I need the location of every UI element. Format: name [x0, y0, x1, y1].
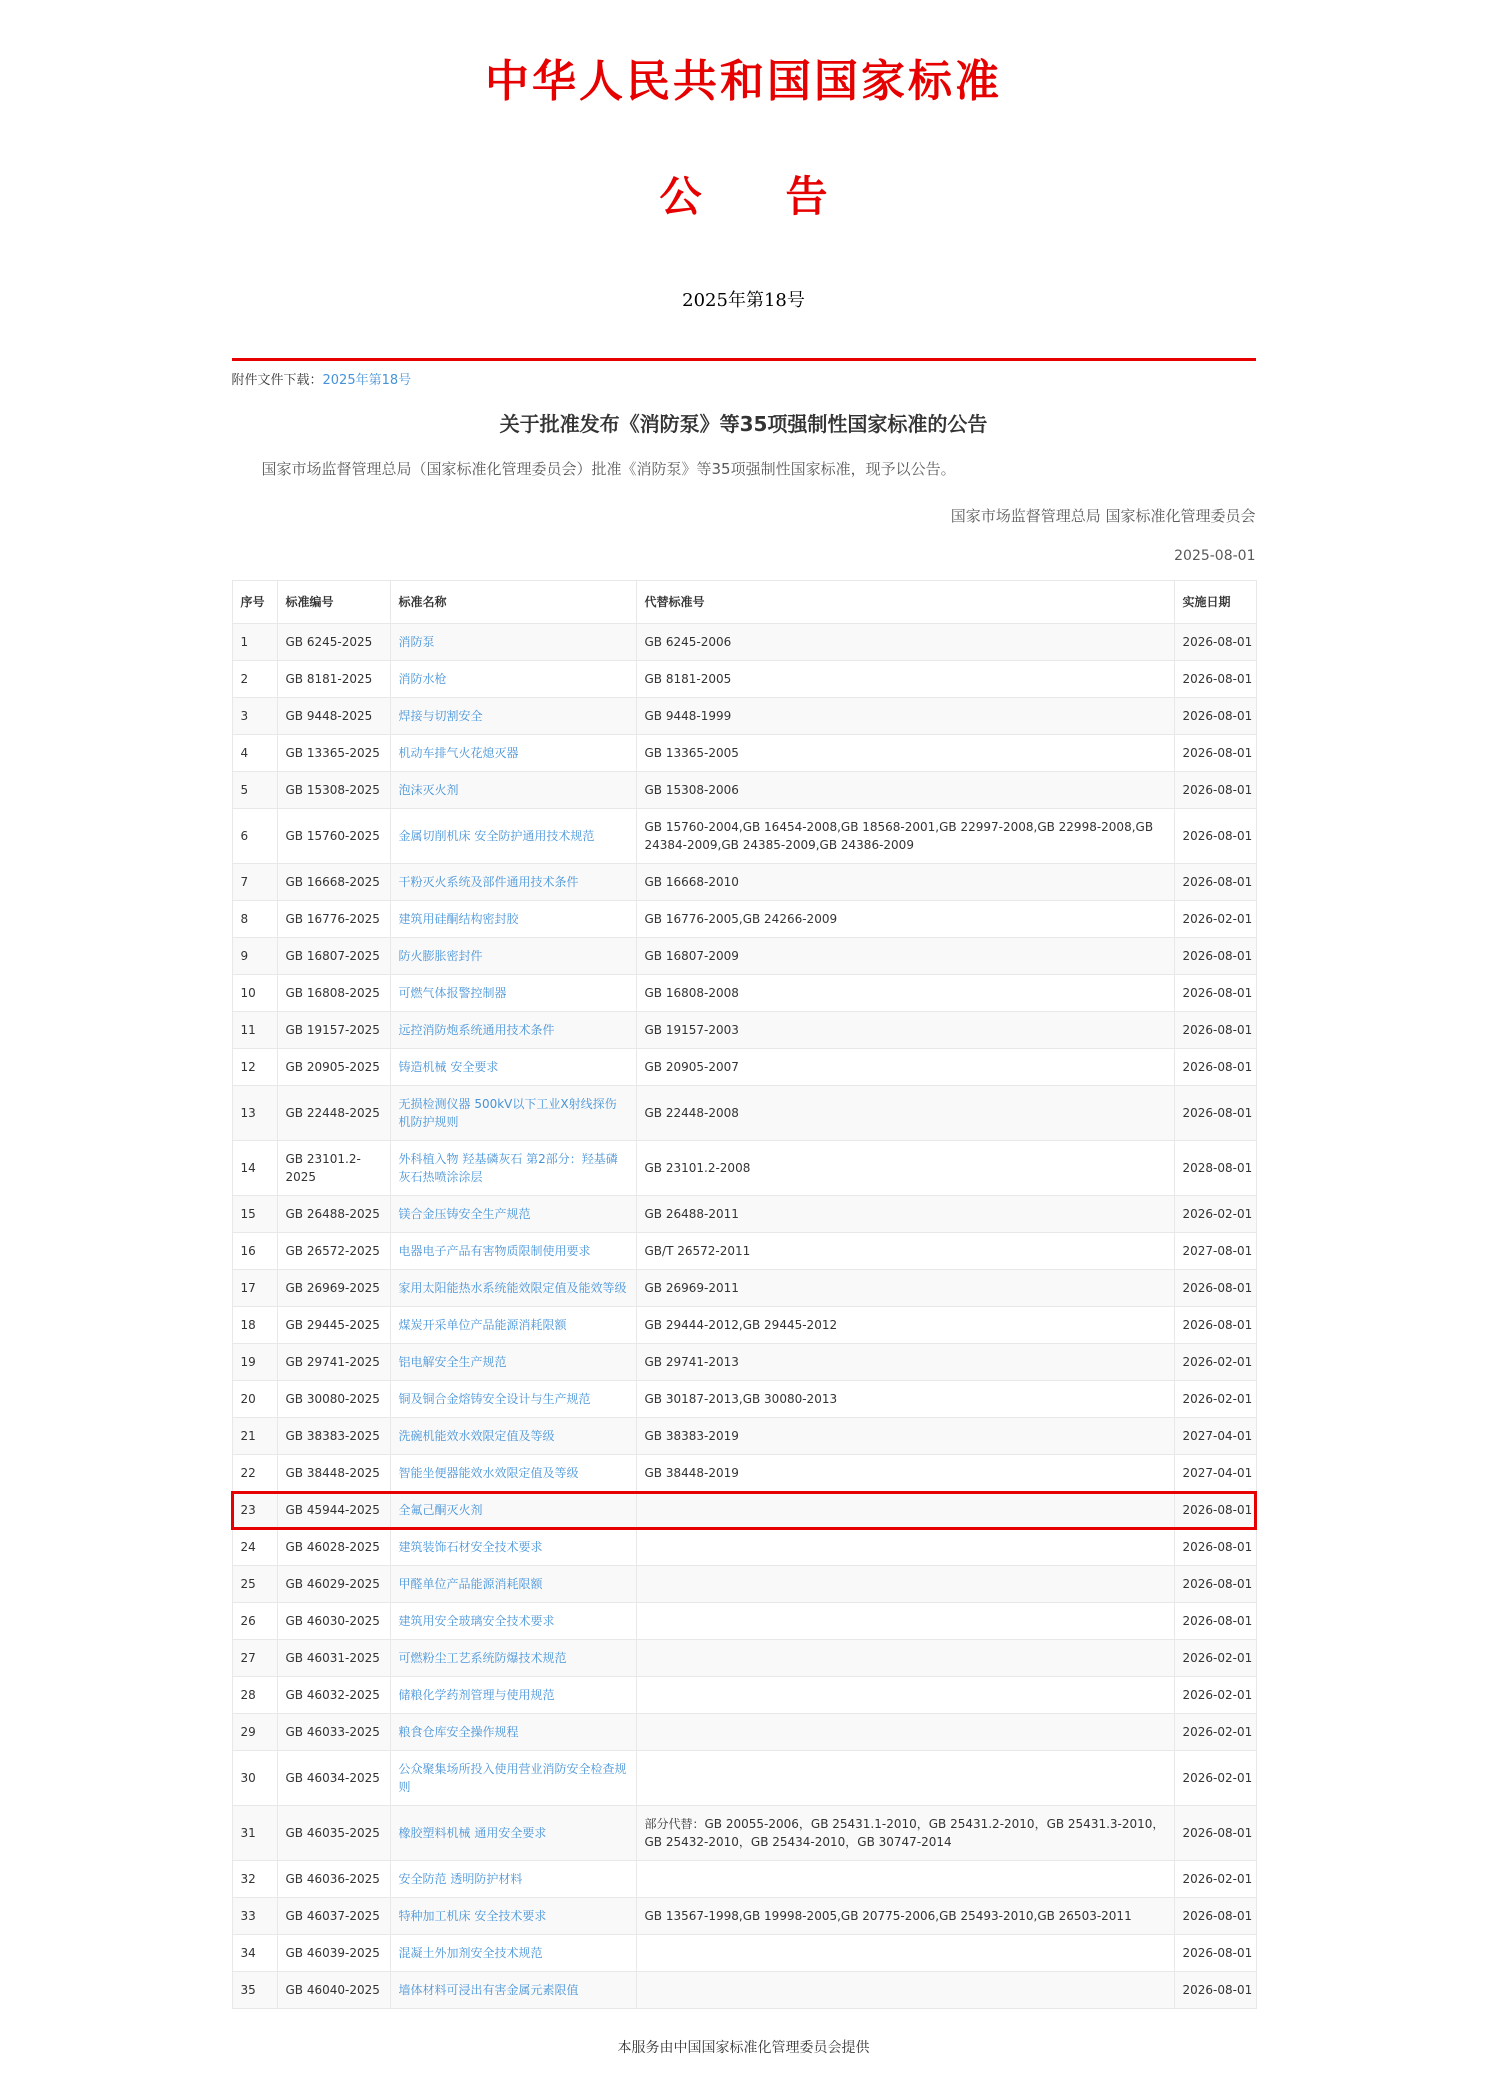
- cell-date: 2026-08-01: [1174, 938, 1256, 975]
- signoff-agencies: 国家市场监督管理总局 国家标准化管理委员会: [950, 507, 1256, 525]
- cell-name: [390, 1418, 636, 1455]
- cell-code: GB 46036-2025: [277, 1861, 390, 1898]
- cell-date: 2026-02-01: [1174, 1677, 1256, 1714]
- standard-name-link[interactable]: 泡沫灭火剂: [398, 783, 459, 797]
- cell-code: GB 38448-2025: [277, 1455, 390, 1492]
- cell-name: [390, 1344, 636, 1381]
- table-row: [232, 1640, 1256, 1677]
- cell-date: 2026-02-01: [1174, 901, 1256, 938]
- cell-name: [390, 1972, 636, 2009]
- cell-date: 2026-02-01: [1174, 1381, 1256, 1418]
- cell-name: [390, 735, 636, 772]
- cell-replaced: [636, 1677, 1174, 1714]
- cell-seq: 31: [232, 1806, 277, 1861]
- cell-date: 2026-08-01: [1174, 1086, 1256, 1141]
- cell-code: GB 46033-2025: [277, 1714, 390, 1751]
- standard-name-link[interactable]: 储粮化学药剂管理与使用规范: [398, 1688, 555, 1702]
- cell-replaced: [636, 1529, 1174, 1566]
- cell-seq: 23: [232, 1492, 277, 1529]
- cell-code: GB 15308-2025: [277, 772, 390, 809]
- cell-seq: 25: [232, 1566, 277, 1603]
- standard-name-link[interactable]: 可燃粉尘工艺系统防爆技术规范: [398, 1651, 567, 1665]
- table-row: [232, 1012, 1256, 1049]
- cell-code: GB 16776-2025: [277, 901, 390, 938]
- standard-name-link[interactable]: 洗碗机能效水效限定值及等级: [398, 1429, 555, 1443]
- standard-name-link[interactable]: 可燃气体报警控制器: [398, 986, 507, 1000]
- standard-name-link[interactable]: 建筑用硅酮结构密封胶: [398, 912, 519, 926]
- cell-code: GB 30080-2025: [277, 1381, 390, 1418]
- header-replaced: 代替标准号: [636, 581, 1174, 624]
- table-row: [232, 1049, 1256, 1086]
- cell-seq: 21: [232, 1418, 277, 1455]
- cell-seq: 4: [232, 735, 277, 772]
- cell-seq: 1: [232, 624, 277, 661]
- cell-seq: 17: [232, 1270, 277, 1307]
- cell-code: GB 13365-2025: [277, 735, 390, 772]
- cell-date: 2026-02-01: [1174, 1344, 1256, 1381]
- cell-date: 2028-08-01: [1174, 1141, 1256, 1196]
- table-row: [232, 1455, 1256, 1492]
- cell-seq: 30: [232, 1751, 277, 1806]
- cell-name: [390, 975, 636, 1012]
- cell-replaced: GB 26969-2011: [636, 1270, 1174, 1307]
- cell-seq: 5: [232, 772, 277, 809]
- header-name: 标准名称: [390, 581, 636, 624]
- cell-replaced: GB 38448-2019: [636, 1455, 1174, 1492]
- cell-replaced: GB 16776-2005,GB 24266-2009: [636, 901, 1174, 938]
- table-row: [232, 864, 1256, 901]
- cell-date: 2026-08-01: [1174, 624, 1256, 661]
- cell-name: [390, 1529, 636, 1566]
- cell-code: GB 15760-2025: [277, 809, 390, 864]
- cell-name: [390, 809, 636, 864]
- header-code: 标准编号: [277, 581, 390, 624]
- cell-code: GB 29741-2025: [277, 1344, 390, 1381]
- cell-date: 2026-08-01: [1174, 1307, 1256, 1344]
- cell-date: 2026-08-01: [1174, 735, 1256, 772]
- table-row: [232, 1714, 1256, 1751]
- standard-name-link[interactable]: 金属切削机床 安全防护通用技术规范: [398, 829, 595, 843]
- footer-note: 本服务由中国国家标准化管理委员会提供: [617, 2040, 870, 2056]
- table-row: [232, 1233, 1256, 1270]
- cell-name: [390, 938, 636, 975]
- cell-name: [390, 1677, 636, 1714]
- cell-replaced: GB 16807-2009: [636, 938, 1174, 975]
- standard-name-link[interactable]: 干粉灭火系统及部件通用技术条件: [398, 875, 579, 889]
- cell-code: GB 9448-2025: [277, 698, 390, 735]
- cell-seq: 12: [232, 1049, 277, 1086]
- cell-seq: 29: [232, 1714, 277, 1751]
- table-row: [232, 624, 1256, 661]
- cell-date: 2026-02-01: [1174, 1751, 1256, 1806]
- cell-code: GB 46034-2025: [277, 1751, 390, 1806]
- cell-name: [390, 1455, 636, 1492]
- standard-name-link[interactable]: 消防泵: [398, 635, 435, 649]
- cell-date: 2026-02-01: [1174, 1640, 1256, 1677]
- cell-code: GB 26969-2025: [277, 1270, 390, 1307]
- cell-name: [390, 698, 636, 735]
- standard-name-link[interactable]: 建筑用安全玻璃安全技术要求: [398, 1614, 555, 1628]
- cell-replaced: GB 16808-2008: [636, 975, 1174, 1012]
- announcement-page: [232, 0, 1256, 2087]
- cell-replaced: GB/T 26572-2011: [636, 1233, 1174, 1270]
- cell-seq: 11: [232, 1012, 277, 1049]
- cell-code: GB 46030-2025: [277, 1603, 390, 1640]
- cell-code: GB 6245-2025: [277, 624, 390, 661]
- standard-name-link[interactable]: 镁合金压铸安全生产规范: [398, 1207, 531, 1221]
- cell-name: [390, 1049, 636, 1086]
- cell-date: 2026-08-01: [1174, 975, 1256, 1012]
- cell-date: 2026-08-01: [1174, 809, 1256, 864]
- cell-code: GB 26488-2025: [277, 1196, 390, 1233]
- cell-replaced: 部分代替：GB 20055-2006，GB 25431.1-2010，GB 25431.2-2010，GB 25431.3-2010，GB 25432-2010，GB 25434-2010，GB 30747-2014: [636, 1806, 1174, 1861]
- cell-date: 2027-04-01: [1174, 1418, 1256, 1455]
- table-row: [232, 901, 1256, 938]
- cell-name: [390, 1012, 636, 1049]
- cell-date: 2027-04-01: [1174, 1455, 1256, 1492]
- cell-replaced: GB 6245-2006: [636, 624, 1174, 661]
- signoff-date: 2025-08-01: [1174, 548, 1256, 564]
- table-row: [232, 1529, 1256, 1566]
- cell-date: 2026-08-01: [1174, 1012, 1256, 1049]
- standard-name-link[interactable]: 铜及铜合金熔铸安全设计与生产规范: [398, 1392, 591, 1406]
- cell-name: [390, 1270, 636, 1307]
- standard-name-link[interactable]: 粮食仓库安全操作规程: [398, 1725, 519, 1739]
- cell-code: GB 16668-2025: [277, 864, 390, 901]
- cell-date: 2026-08-01: [1174, 1566, 1256, 1603]
- issue-number: 2025年第18号: [682, 290, 805, 311]
- cell-name: [390, 1233, 636, 1270]
- cell-replaced: [636, 1714, 1174, 1751]
- cell-name: [390, 1714, 636, 1751]
- table-row: [232, 1381, 1256, 1418]
- cell-replaced: [636, 1751, 1174, 1806]
- cell-seq: 22: [232, 1455, 277, 1492]
- cell-name: [390, 1307, 636, 1344]
- cell-name: [390, 1806, 636, 1861]
- cell-code: GB 16808-2025: [277, 975, 390, 1012]
- standard-name-link[interactable]: 电器电子产品有害物质限制使用要求: [398, 1244, 591, 1258]
- cell-date: 2026-02-01: [1174, 1714, 1256, 1751]
- cell-replaced: GB 9448-1999: [636, 698, 1174, 735]
- standard-name-link[interactable]: 橡胶塑料机械 通用安全要求: [398, 1826, 547, 1840]
- cell-date: 2026-02-01: [1174, 1196, 1256, 1233]
- standard-name-link[interactable]: 机动车排气火花熄灭器: [398, 746, 519, 760]
- cell-name: [390, 1492, 636, 1529]
- table-row: [232, 661, 1256, 698]
- cell-code: GB 19157-2025: [277, 1012, 390, 1049]
- cell-seq: 19: [232, 1344, 277, 1381]
- cell-name: [390, 661, 636, 698]
- cell-replaced: [636, 1935, 1174, 1972]
- cell-seq: 32: [232, 1861, 277, 1898]
- standards-table: [232, 580, 1257, 2009]
- table-row: [232, 1141, 1256, 1196]
- cell-replaced: [636, 1603, 1174, 1640]
- table-row: [232, 938, 1256, 975]
- cell-seq: 18: [232, 1307, 277, 1344]
- cell-code: GB 46039-2025: [277, 1935, 390, 1972]
- cell-date: 2026-08-01: [1174, 1972, 1256, 2009]
- table-row: [232, 1196, 1256, 1233]
- cell-replaced: [636, 1640, 1174, 1677]
- table-row: [232, 1751, 1256, 1806]
- standard-name-link[interactable]: 焊接与切割安全: [398, 709, 483, 723]
- cell-seq: 35: [232, 1972, 277, 2009]
- cell-replaced: GB 16668-2010: [636, 864, 1174, 901]
- cell-code: GB 46035-2025: [277, 1806, 390, 1861]
- header-seq: 序号: [232, 581, 277, 624]
- cell-code: GB 46031-2025: [277, 1640, 390, 1677]
- cell-name: [390, 1898, 636, 1935]
- cell-date: 2026-08-01: [1174, 1935, 1256, 1972]
- standard-name-link[interactable]: 家用太阳能热水系统能效限定值及能效等级: [398, 1281, 627, 1295]
- cell-replaced: GB 13365-2005: [636, 735, 1174, 772]
- cell-name: [390, 901, 636, 938]
- standard-name-link[interactable]: 建筑装饰石材安全技术要求: [398, 1540, 543, 1554]
- body-paragraph: 国家市场监督管理总局（国家标准化管理委员会）批准《消防泵》等35项强制性国家标准，现予以公告。: [261, 460, 956, 478]
- cell-replaced: GB 20905-2007: [636, 1049, 1174, 1086]
- table-row: [232, 975, 1256, 1012]
- standard-name-link[interactable]: 远控消防炮系统通用技术条件: [398, 1023, 555, 1037]
- cell-code: GB 38383-2025: [277, 1418, 390, 1455]
- cell-date: 2026-08-01: [1174, 864, 1256, 901]
- cell-seq: 15: [232, 1196, 277, 1233]
- cell-date: 2026-08-01: [1174, 1529, 1256, 1566]
- cell-seq: 6: [232, 809, 277, 864]
- cell-seq: 20: [232, 1381, 277, 1418]
- cell-replaced: GB 29444-2012,GB 29445-2012: [636, 1307, 1174, 1344]
- table-row: [232, 1418, 1256, 1455]
- standard-name-link[interactable]: 铸造机械 安全要求: [398, 1060, 499, 1074]
- table-row: [232, 1344, 1256, 1381]
- standard-name-link[interactable]: 公众聚集场所投入使用营业消防安全检查规则: [398, 1762, 627, 1794]
- standard-name-link[interactable]: 消防水枪: [398, 672, 447, 686]
- cell-replaced: GB 26488-2011: [636, 1196, 1174, 1233]
- standard-name-link[interactable]: 甲醛单位产品能源消耗限额: [398, 1577, 543, 1591]
- cell-code: GB 46029-2025: [277, 1566, 390, 1603]
- cell-replaced: GB 19157-2003: [636, 1012, 1174, 1049]
- cell-name: [390, 1086, 636, 1141]
- cell-seq: 33: [232, 1898, 277, 1935]
- standard-name-link[interactable]: 墙体材料可浸出有害金属元素限值: [398, 1983, 579, 1997]
- standard-name-link[interactable]: 煤炭开采单位产品能源消耗限额: [398, 1318, 567, 1332]
- cell-date: 2026-08-01: [1174, 1049, 1256, 1086]
- table-row: [232, 1677, 1256, 1714]
- cell-code: GB 26572-2025: [277, 1233, 390, 1270]
- attachment-label: 附件文件下载：: [231, 373, 323, 388]
- cell-replaced: GB 23101.2-2008: [636, 1141, 1174, 1196]
- cell-name: [390, 1861, 636, 1898]
- table-row: [232, 1270, 1256, 1307]
- cell-date: 2026-08-01: [1174, 698, 1256, 735]
- cell-code: GB 22448-2025: [277, 1086, 390, 1141]
- cell-seq: 3: [232, 698, 277, 735]
- table-row: [232, 1806, 1256, 1861]
- standard-name-link[interactable]: 全氟己酮灭火剂: [398, 1503, 483, 1517]
- table-row: [232, 1972, 1256, 2009]
- cell-code: GB 29445-2025: [277, 1307, 390, 1344]
- cell-replaced: GB 38383-2019: [636, 1418, 1174, 1455]
- cell-replaced: GB 15760-2004,GB 16454-2008,GB 18568-2001,GB 22997-2008,GB 22998-2008,GB 24384-2009,GB 24385-2009,GB 24386-2009: [636, 809, 1174, 864]
- cell-date: 2026-08-01: [1174, 661, 1256, 698]
- cell-seq: 7: [232, 864, 277, 901]
- cell-name: [390, 1381, 636, 1418]
- cell-replaced: GB 30187-2013,GB 30080-2013: [636, 1381, 1174, 1418]
- standard-name-link[interactable]: 铝电解安全生产规范: [398, 1355, 507, 1369]
- table-row: [232, 772, 1256, 809]
- cell-seq: 9: [232, 938, 277, 975]
- table-row: [232, 809, 1256, 864]
- table-row: [232, 1603, 1256, 1640]
- cell-code: GB 20905-2025: [277, 1049, 390, 1086]
- cell-name: [390, 772, 636, 809]
- cell-replaced: [636, 1492, 1174, 1529]
- table-row: [232, 1307, 1256, 1344]
- standard-name-link[interactable]: 混凝土外加剂安全技术规范: [398, 1946, 543, 1960]
- cell-name: [390, 864, 636, 901]
- standard-name-link[interactable]: 外科植入物 羟基磷灰石 第2部分：羟基磷灰石热喷涂涂层: [398, 1152, 618, 1184]
- table-row: [232, 1935, 1256, 1972]
- cell-seq: 14: [232, 1141, 277, 1196]
- cell-replaced: [636, 1566, 1174, 1603]
- table-row: [232, 1861, 1256, 1898]
- cell-replaced: GB 22448-2008: [636, 1086, 1174, 1141]
- red-divider: [232, 358, 1256, 361]
- cell-seq: 26: [232, 1603, 277, 1640]
- table-row: [232, 698, 1256, 735]
- cell-seq: 10: [232, 975, 277, 1012]
- cell-code: GB 46032-2025: [277, 1677, 390, 1714]
- standard-name-link[interactable]: 智能坐便器能效水效限定值及等级: [398, 1466, 579, 1480]
- cell-name: [390, 1141, 636, 1196]
- header-date: 实施日期: [1174, 581, 1256, 624]
- cell-seq: 2: [232, 661, 277, 698]
- cell-seq: 24: [232, 1529, 277, 1566]
- cell-replaced: [636, 1972, 1174, 2009]
- cell-replaced: [636, 1861, 1174, 1898]
- standard-name-link[interactable]: 特种加工机床 安全技术要求: [398, 1909, 547, 1923]
- cell-name: [390, 1566, 636, 1603]
- cell-seq: 34: [232, 1935, 277, 1972]
- cell-replaced: GB 15308-2006: [636, 772, 1174, 809]
- cell-name: [390, 1196, 636, 1233]
- table-row: [232, 735, 1256, 772]
- cell-name: [390, 1603, 636, 1640]
- cell-date: 2026-02-01: [1174, 1861, 1256, 1898]
- table-row: [232, 1086, 1256, 1141]
- cell-code: GB 45944-2025: [277, 1492, 390, 1529]
- cell-date: 2027-08-01: [1174, 1233, 1256, 1270]
- cell-replaced: GB 29741-2013: [636, 1344, 1174, 1381]
- standard-name-link[interactable]: 无损检测仪器 500kV以下工业X射线探伤机防护规则: [398, 1097, 617, 1129]
- cell-date: 2026-08-01: [1174, 1270, 1256, 1307]
- cell-date: 2026-08-01: [1174, 772, 1256, 809]
- cell-date: 2026-08-01: [1174, 1806, 1256, 1861]
- cell-date: 2026-08-01: [1174, 1898, 1256, 1935]
- page-title: 中华人民共和国国家标准: [485, 56, 1002, 107]
- table-row: [232, 1566, 1256, 1603]
- cell-replaced: GB 13567-1998,GB 19998-2005,GB 20775-2006,GB 25493-2010,GB 26503-2011: [636, 1898, 1174, 1935]
- cell-code: GB 46040-2025: [277, 1972, 390, 2009]
- cell-code: GB 46037-2025: [277, 1898, 390, 1935]
- table-row: [232, 1492, 1256, 1529]
- cell-replaced: GB 8181-2005: [636, 661, 1174, 698]
- standard-name-link[interactable]: 安全防范 透明防护材料: [398, 1872, 523, 1886]
- cell-seq: 27: [232, 1640, 277, 1677]
- cell-seq: 13: [232, 1086, 277, 1141]
- standard-name-link[interactable]: 防火膨胀密封件: [398, 949, 483, 963]
- announcement-title: 关于批准发布《消防泵》等35项强制性国家标准的公告: [499, 412, 988, 436]
- cell-seq: 28: [232, 1677, 277, 1714]
- cell-code: GB 23101.2-2025: [277, 1141, 390, 1196]
- cell-name: [390, 1751, 636, 1806]
- cell-name: [390, 624, 636, 661]
- cell-seq: 8: [232, 901, 277, 938]
- cell-name: [390, 1640, 636, 1677]
- subtitle-gonggao: 公 告: [659, 172, 828, 221]
- cell-code: GB 46028-2025: [277, 1529, 390, 1566]
- cell-code: GB 16807-2025: [277, 938, 390, 975]
- cell-date: 2026-08-01: [1174, 1492, 1256, 1529]
- table-row: [232, 1898, 1256, 1935]
- attachment-row: [232, 369, 1256, 388]
- attachment-link[interactable]: 2025年第18号: [322, 373, 412, 388]
- cell-date: 2026-08-01: [1174, 1603, 1256, 1640]
- table-header-row: [232, 581, 1256, 624]
- cell-name: [390, 1935, 636, 1972]
- cell-code: GB 8181-2025: [277, 661, 390, 698]
- cell-seq: 16: [232, 1233, 277, 1270]
